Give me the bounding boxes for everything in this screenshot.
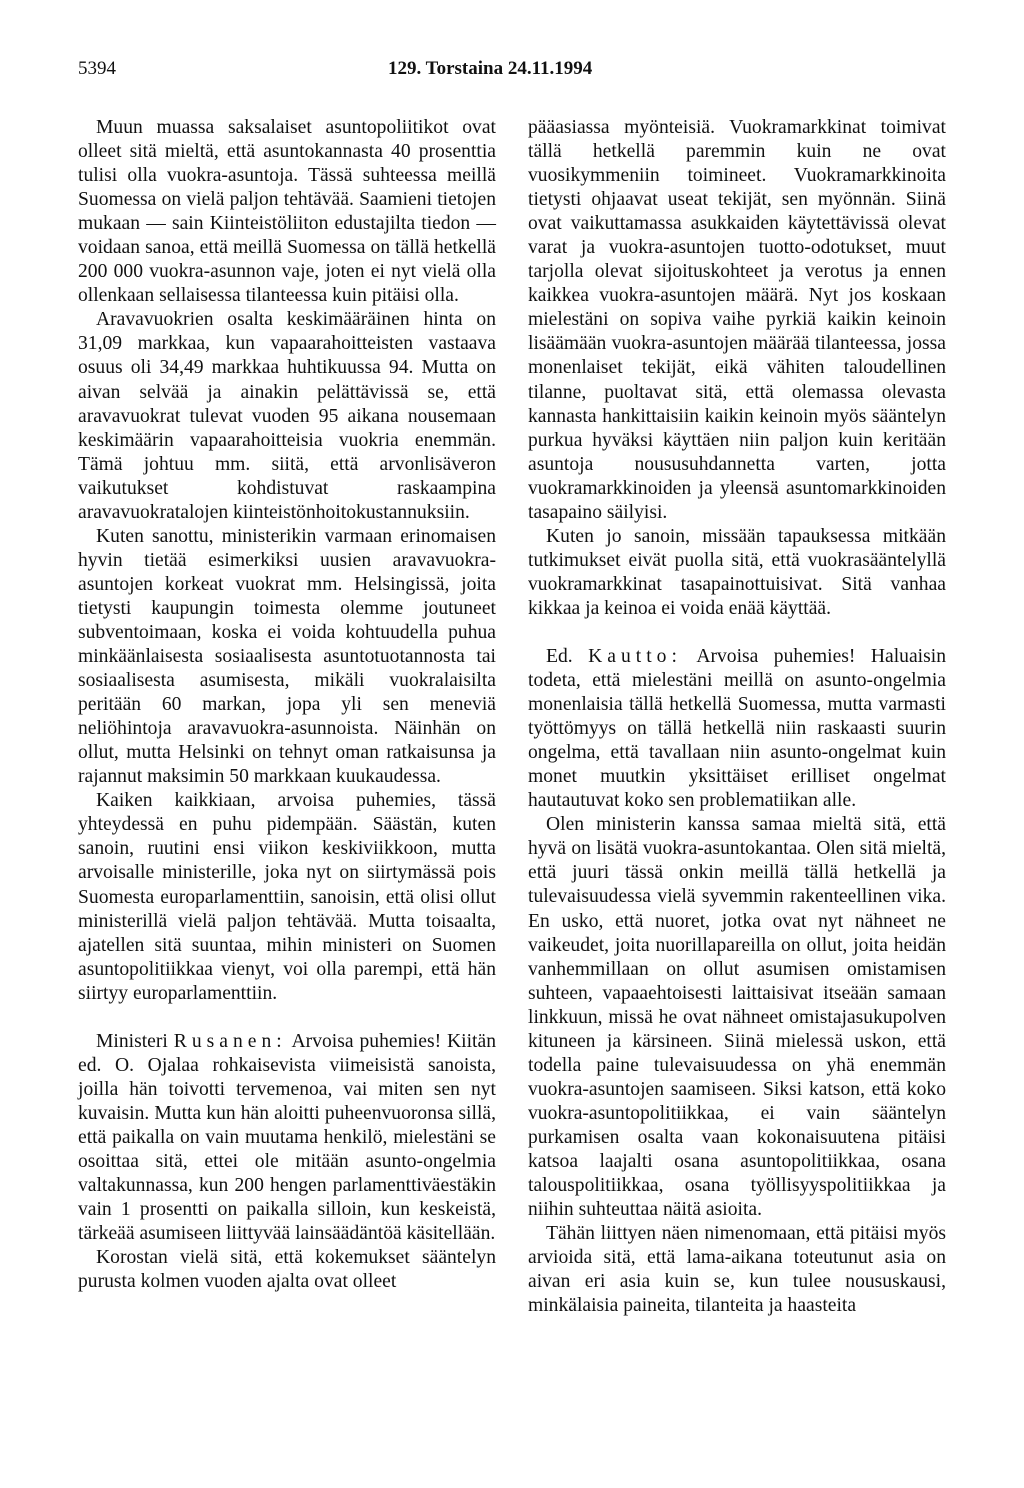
paragraph: Kuten jo sanoin, missään tapauksessa mitkään tutkimukset eivät puolla sitä, että vuokrasääntelyllä vuokramarkkinat tasapainottuisivat. Sitä vanhaa kikkaa ja keinoa ei voida enää käyttää.	[528, 525, 946, 619]
speech-text: Arvoisa puhemies! Kiitän ed. O. Ojalaa rohkaisevista viimeisistä sanoista, joilla hän toivotti tervemenoa, vai miten sen nyt kuvaisin. Mutta kun hän aloitti puheenvuoronsa sillä, että paikalla on vain muutama henkilö, mielestäni se osoittaa sitä, ettei ole mitään asunto-ongelmia valtakunnassa, kun 200 hengen parlamenttiväestäkin vain 1 prosentti on paikalla silloin, kun keskeistä, tärkeää asumiseen liittyvää lainsäädäntöä käsitellään.	[78, 1030, 496, 1245]
left-column	[78, 116, 496, 1294]
speaker-prefix: Ed.	[546, 645, 573, 667]
paragraph: pääasiassa myönteisiä. Vuokramarkkinat toimivat tällä hetkellä paremmin kuin ne ovat vuosikymmeniin toimineet. Vuokramarkkinoita tietysti ohjaavat useat tekijät, sen myönnän. Siinä ovat vaikuttamassa asukkaiden käytettävissä olevat varat ja vuokra-asuntojen tuotto-odotukset, muut tarjolla olevat sijoituskohteet ja verotus ja ennen kaikkea vuokra-asuntojen määrä. Nyt jos koskaan mielestäni on sopiva vaihe pyrkiä kaikin keinoin lisäämään vuokra-asuntojen määrää tilanteessa, jossa monenlaiset tekijät, eikä vähiten taloudellinen tilanne, puoltavat sitä, että olemassa olevasta kannasta hankittaisiin kaikin keinoin myös sääntelyn purkua hyväksi käyttäen niin paljon kuin keritään asuntoja noususuhdannetta varten, jotta vuokramarkkinoiden ja yleensä asuntomarkkinoiden tasapaino säilyisi.	[528, 117, 946, 523]
paragraph: Kuten sanottu, ministerikin varmaan erinomaisen hyvin tietää esimerkiksi uusien aravavuokra-asuntojen korkeat vuokrat mm. Helsingissä, joita tietysti kaupungin toimesta olemme joutuneet subventoimaan, koska ei voida kohtuudella puhua minkäänlaisesta sosiaalisesta asuntotuotannosta tai sosiaalisesta asumisesta, mikäli vuokralaisilta peritään 60 markan, jopa yli sen meneviä neliöhintoja aravavuokra-asunnoista. Näinhän on ollut, mutta Helsinki on tehnyt oman ratkaisunsa ja rajannut maksimin 50 markkaan kuukaudessa.	[78, 525, 496, 788]
paragraph: Aravavuokrien osalta keskimääräinen hinta on 31,09 markkaa, kun vapaarahoitteisten vastaava osuus oli 34,49 markkaa huhtikuussa 94. Mutta on aivan selvää ja ainakin pelättävissä se, että aravavuokrat tulevat vuoden 95 aikana nousemaan keskimäärin vapaarahoitteisia vuokria enemmän. Tämä johtuu mm. siitä, että arvonlisäveron vaikutukset kohdistuvat raskaampina aravavuokratalojen kiinteistönhoitokustannuksiin.	[78, 309, 496, 523]
paragraph: Kaiken kaikkiaan, arvoisa puhemies, tässä yhteydessä en puhu pidempään. Säästän, kuten sanoin, ruutini ensi viikon keskiviikkoon, mutta arvoisalle ministerille, joka nyt on siirtymässä pois Suomesta europarlamenttiin, sanoisin, että olisi ollut ministerillä vielä paljon tehtävää. Mutta toisaalta, ajatellen sitä suuntaa, mihin ministeri on Suomen asuntopolitiikkaa vienyt, voi olla parempi, että hän siirtyy europarlamenttiin.	[78, 790, 496, 1004]
paragraph: Muun muassa saksalaiset asuntopoliitikot ovat olleet sitä mieltä, että asuntokannasta 40 prosenttia tulisi olla vuokra-asuntoja. Tässä suhteessa meillä Suomessa on vielä paljon tehtävää. Saamieni tietojen mukaan — sain Kiinteistöliiton edustajilta tiedon — voidaan sanoa, että meillä Suomessa on tällä hetkellä 200 000 vuokra-asunnon vaje, joten ei nyt vielä olla ollenkaan sellaisessa tilanteessa kuin pitäisi olla.	[78, 117, 496, 307]
speaker-name: Kautto:	[588, 645, 682, 667]
speaker-prefix: Ministeri	[96, 1030, 168, 1052]
page-number: 5394	[78, 58, 116, 79]
speech-text: Arvoisa puhemies! Haluaisin todeta, että mielestäni meillä on asunto-ongelmia monenlaisia tällä hetkellä Suomessa, mutta varmasti työttömyys on tällä hetkellä niin raskaasti suurin ongelma, että tavallaan niin asunto-ongelmat kuin monet muutkin yksittäiset erilliset ongelmat hautautuvat koko sen problematiikan alle.	[528, 645, 946, 812]
page-header	[78, 58, 958, 88]
paragraph: Korostan vielä sitä, että kokemukset sääntelyn purusta kolmen vuoden ajalta ovat olleet	[78, 1247, 496, 1293]
right-column	[528, 116, 946, 1318]
speaker-name: Rusanen:	[173, 1030, 287, 1052]
speech-paragraph	[78, 1030, 496, 1246]
paragraph: Olen ministerin kanssa samaa mieltä sitä, että hyvä on lisätä vuokra-asuntokantaa. Olen sitä mieltä, että juuri tässä onkin meillä tällä hetkellä ja tulevaisuudessa vielä syvemmin rakenteellinen vika. En usko, että nuoret, jotka ovat nyt nähneet ne vaikeudet, joita nuorillapareilla on ollut, joita heidän vanhemmillaan on ollut asumisen omistamisen suhteen, vapaaehtoisesti laittaisivat itseään samaan linkkuun, missä he ovat nähneet omistajasukupolven kituneen ja kärsineen. Siinä mielessä uskon, että todella paine tulevaisuudessa on yhä enemmän vuokra-asuntojen saamiseen. Siksi katson, että koko vuokra-asuntopolitiikkaa, ei vain sääntelyn purkamisen osalta vaan kokonaisuutena pitäisi katsoa laajalti osana asuntopolitiikkaa, osana talouspolitiikkaa, osana työllisyyspolitiikkaa ja niihin suhteuttaa näitä asioita.	[528, 814, 946, 1221]
speech-paragraph	[528, 645, 946, 813]
paragraph: Tähän liittyen näen nimenomaan, että pitäisi myös arvioida sitä, että lama-aikana toteutunut asia on aivan eri asia kuin se, kun tulee noususkausi, minkälaisia paineita, tilanteita ja haasteita	[528, 1223, 946, 1317]
session-title: 129. Torstaina 24.11.1994	[388, 58, 593, 79]
